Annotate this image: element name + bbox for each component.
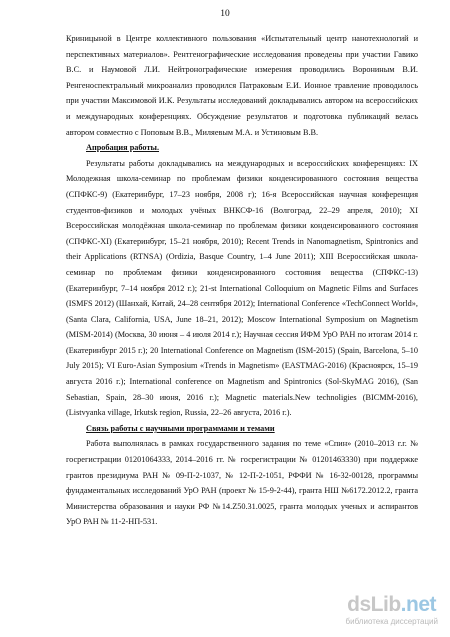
heading-research-programs: Связь работы с научными программами и темами: [86, 423, 275, 433]
watermark-logo-suffix: .net: [400, 593, 436, 616]
document-body: [66, 31, 418, 530]
watermark-logo: [347, 593, 436, 617]
watermark-subtitle: библиотека диссертаций: [345, 617, 438, 626]
page-number: 10: [220, 9, 230, 19]
paragraph-acknowledgements: Криницыной в Центре коллективного пользования «Испытательный центр нанотехнологий и перспективных материалов». Рентгенографические исследования проведены при участии Гавико В.С. и Наумовой Л.И. Нейтронографические измерения проводились Ворониным В.И. Ренгеноспектральный микроанализ проводился Патраковым Е.И. Ионное травление проводилось при участии Максимовой И.К. Результаты исследований докладывались автором на всероссийских и международных конференциях. Обсуждение результатов и подготовка публикаций велась автором совместно с Поповым В.В., Миляевым М.А. и Устиновым В.В.: [66, 34, 418, 137]
heading-approbation: Апробация работы.: [86, 143, 160, 153]
watermark: [330, 593, 442, 631]
paragraph-grants: Работа выполнялась в рамках государственного задания по теме «Спин» (2010–2013 г.г. № госрегистрации 01201064333, 2014–2016 гг. № госрегистрации № 01201463330) при поддержке грантов президиума РАН № 09-П-2-1037, № 12-П-2-1051, РФФИ № 16-32-00128, программы фундаментальных исследований УрО РАН (проект № 15-9-2-44), гранта НШ №6172.2012.2, гранта Министерства образования и науки РФ №14.Z50.31.0025, гранта молодых ученых и аспирантов УрО РАН № 11-2-НП-531.: [66, 439, 418, 527]
paragraph-conferences: Результаты работы докладывались на международных и всероссийских конференциях: IX Молодежная школа-семинар по проблемам физики конденсированного состояния вещества (СПФКС-9) (Екатеринбург, 17–23 ноября, 2008 г); 16-я Всероссийская научная конференция студентов-физиков и молодых учёных ВНКСФ-16 (Волгоград, 22–29 апреля, 2010); XI Всероссийская молодёжная школа-семинар по проблемам физики конденсированного состояния (СПФКС-XI) (Екатеринбург, 15–21 ноября, 2010); Recent Trends in Nanomagnetism, Spintronics and their Applications (RTNSA) (Ordizia, Basque Country, 1–4 June 2011); XIII Всероссийская школа-семинар по проблемам физики конденсированного состояния вещества (СПФКС-13) (Екатеринбург, 7–14 ноября 2012 г.); 21-st International Colloquium on Magnetic Films and Surfaces (ISMFS 2012) (Шанхай, Китай, 24–28 сентября 2012); International Conference «TechConnect World», (Santa Clara, California, USA, June 18–21, 2012); Moscow International Symposium on Magnetism (MISM-2014) (Москва, 30 июня – 4 июля 2014 г.); Научная сессия ИФМ УрО РАН по итогам 2014 г. (Екатеринбург 2015 г.); 20 International Conference on Magnetism (ISM-2015) (Spain, Barcelona, 5–10 July 2015); VI Euro-Asian Symposium «Trends in Magnetism» (EASTMAG-2016) (Красноярск, 15–19 августа 2016 г.); International conference on Magnetism and Spintronics (Sol-SkyMAG 2016), (San Sebastian, Spain, 28–30 июня, 2016 г.); Magnetic materials.New technoligies (BICMM-2016), (Listvyanka village, Irkutsk region, Russia, 22–26 августа, 2016 г.).: [66, 158, 418, 418]
watermark-logo-main: dsLib: [347, 593, 401, 616]
